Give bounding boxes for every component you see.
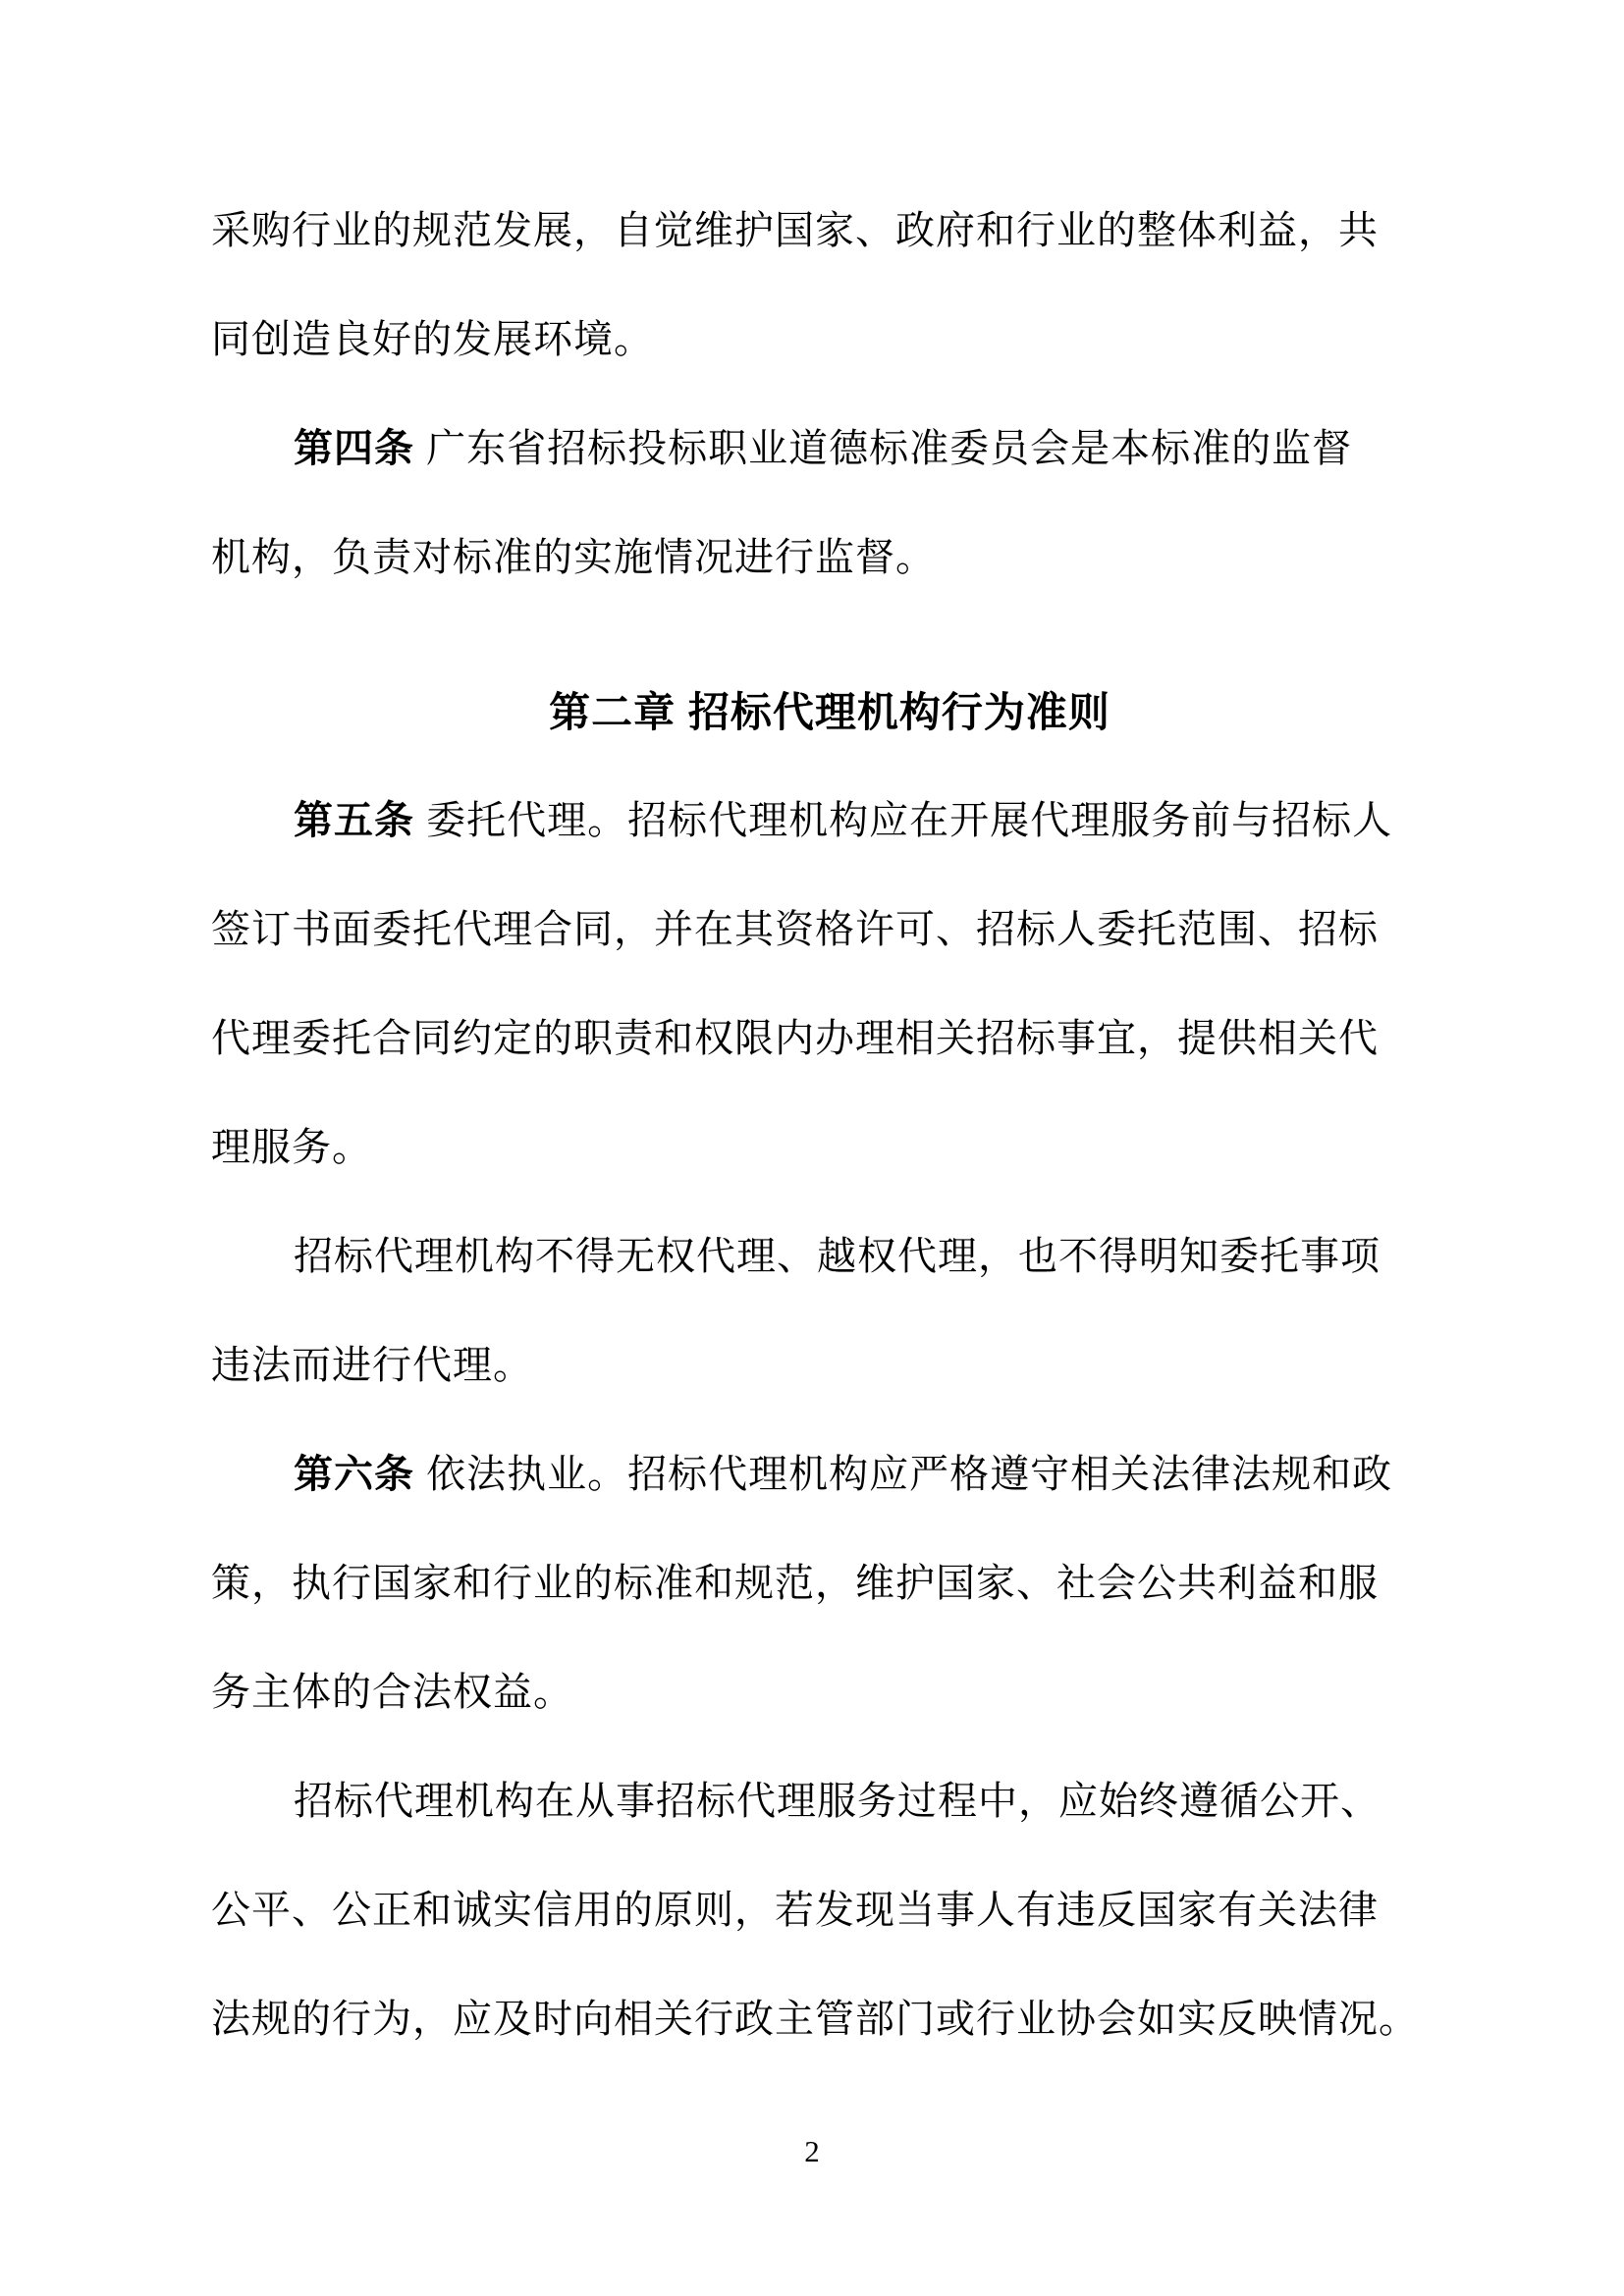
document-line	[211, 1420, 1448, 1529]
text-segment: 策，执行国家和行业的标准和规范，维护国家、社会公共利益和服	[211, 1562, 1379, 1605]
article-number-label: 第四条	[294, 427, 414, 470]
document-line	[211, 395, 1448, 504]
text-segment: 同创造良好的发展环境。	[211, 318, 654, 361]
text-segment: 采购行业的规范发展，自觉维护国家、政府和行业的整体利益，共	[211, 209, 1379, 252]
page-number: 2	[804, 2134, 820, 2168]
text-segment: 依法执业。招标代理机构应严格遵守相关法律法规和政	[414, 1453, 1393, 1496]
document-line	[211, 985, 1448, 1094]
document-line	[211, 177, 1448, 286]
document-line	[211, 286, 1448, 395]
text-segment: 招标代理机构在从事招标代理服务过程中，应始终遵循公开、	[294, 1780, 1380, 1823]
text-segment: 第二章 招标代理机构行为准则	[549, 689, 1110, 735]
text-segment: 理服务。	[211, 1126, 372, 1169]
text-segment: 公平、公正和诚实信用的原则，若发现当事人有违反国家有关法律	[211, 1889, 1379, 1932]
document-line	[211, 1856, 1448, 1965]
document-line	[211, 1311, 1448, 1420]
document-line	[211, 1202, 1448, 1311]
text-segment: 代理委托合同约定的职责和权限内办理相关招标事宜，提供相关代	[211, 1017, 1379, 1060]
text-segment: 违法而进行代理。	[211, 1344, 533, 1387]
document-line	[211, 1747, 1448, 1856]
document-line	[211, 1638, 1448, 1747]
document-line	[211, 1965, 1448, 2074]
document-line	[211, 504, 1448, 613]
article-number-label: 第六条	[294, 1453, 414, 1496]
document-line	[211, 767, 1448, 876]
text-segment: 广东省招标投标职业道德标准委员会是本标准的监督	[414, 427, 1353, 470]
text-segment: 务主体的合法权益。	[211, 1671, 573, 1714]
text-segment: 签订书面委托代理合同，并在其资格许可、招标人委托范围、招标	[211, 908, 1379, 951]
document-line	[211, 1529, 1448, 1638]
text-segment: 法规的行为，应及时向相关行政主管部门或行业协会如实反映情况。	[211, 1998, 1419, 2041]
chapter-heading	[211, 658, 1448, 767]
document-line	[211, 876, 1448, 985]
article-number-label: 第五条	[294, 799, 414, 842]
text-segment: 委托代理。招标代理机构应在开展代理服务前与招标人	[414, 799, 1393, 842]
document-line	[211, 1094, 1448, 1202]
document-body	[211, 177, 1448, 2074]
text-segment: 机构，负责对标准的实施情况进行监督。	[211, 536, 936, 579]
text-segment: 招标代理机构不得无权代理、越权代理，也不得明知委托事项	[294, 1235, 1380, 1278]
